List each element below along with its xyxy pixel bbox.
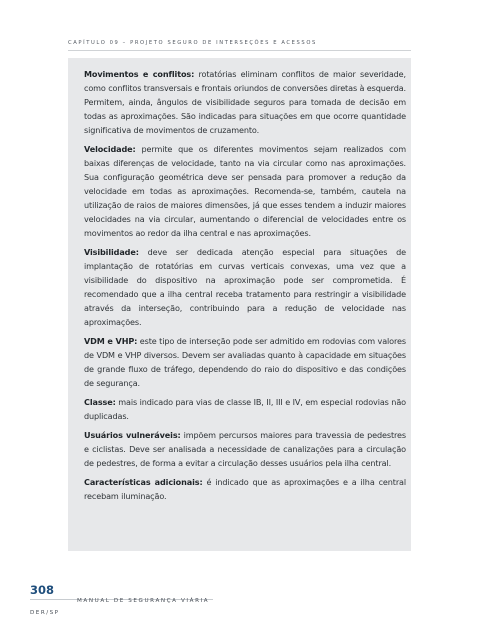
paragraph-usuarios-vulneraveis (84, 428, 406, 470)
footer-organization: DER/SP (30, 610, 60, 616)
paragraph-caracteristicas (84, 475, 406, 503)
paragraph-body: este tipo de interseção pode ser admitido em rodovias com valores de VDM e VHP diversos. Devem ser avaliadas quanto à capacidade em situações de grande fluxo de tráfego, dependendo do raio do dispositivo e das condições de segurança. (84, 336, 406, 388)
paragraph-visibilidade (84, 245, 406, 329)
paragraph-label: Usuários vulneráveis: (84, 430, 181, 440)
paragraph-label: Classe: (84, 397, 116, 407)
paragraph-body: é indicado que as aproximações e a ilha central recebam iluminação. (84, 477, 407, 501)
header-divider (68, 50, 411, 51)
paragraph-movimentos (84, 67, 406, 137)
paragraph-label: VDM e VHP: (84, 336, 138, 346)
running-header: CAPÍTULO 09 – PROJETO SEGURO DE INTERSEÇÕES E ACESSOS (68, 40, 317, 46)
paragraph-label: Visibilidade: (84, 247, 139, 257)
footer-manual-title: MANUAL DE SEGURANÇA VIÁRIA (77, 598, 210, 604)
paragraph-body: impõem percursos maiores para travessia de pedestres e ciclistas. Deve ser analisada a necessidade de canalizações para a circulação de pedestres, de forma a evitar a circulação desses usuários pela ilha central. (84, 430, 406, 468)
content-text (84, 67, 406, 508)
paragraph-label: Movimentos e conflitos: (84, 69, 195, 79)
paragraph-classe (84, 395, 406, 423)
paragraph-velocidade (84, 142, 406, 240)
paragraph-vdm-vhp (84, 334, 406, 390)
paragraph-label: Velocidade: (84, 144, 136, 154)
paragraph-body: rotatórias eliminam conflitos de maior severidade, como conflitos transversais e frontais oriundos de conversões diretas à esquerda. Permitem, ainda, ângulos de visibilidade seguros para tomada de decisão em todas as aproximações. São indicadas para situações em que ocorre quantidade significativa de movimentos de cruzamento. (84, 69, 407, 135)
page-number: 308 (30, 583, 55, 597)
paragraph-body: deve ser dedicada atenção especial para situações de implantação de rotatórias em curvas verticais convexas, uma vez que a visibilidade do dispositivo na aproximação pode ser comprometida. É recomendado que a ilha central receba tratamento para restringir a visibilidade através da interseção, contribuindo para a redução de velocidade nas aproximações. (84, 247, 406, 327)
paragraph-body: mais indicado para vias de classe IB, II, III e IV, em especial rodovias não duplicadas. (84, 397, 406, 421)
paragraph-label: Características adicionais: (84, 477, 203, 487)
paragraph-body: permite que os diferentes movimentos sejam realizados com baixas diferenças de velocidade, tanto na via circular como nas aproximações. Sua configuração geométrica deve ser pensada para promover a redução da velocidade em todas as aproximações. Recomenda-se, também, cautela na utilização de raios de maiores dimensões, já que esses tendem a induzir maiores velocidades na via circular, aumentando o diferencial de velocidades entre os movimentos ao redor da ilha central e nas aproximações. (84, 144, 406, 238)
